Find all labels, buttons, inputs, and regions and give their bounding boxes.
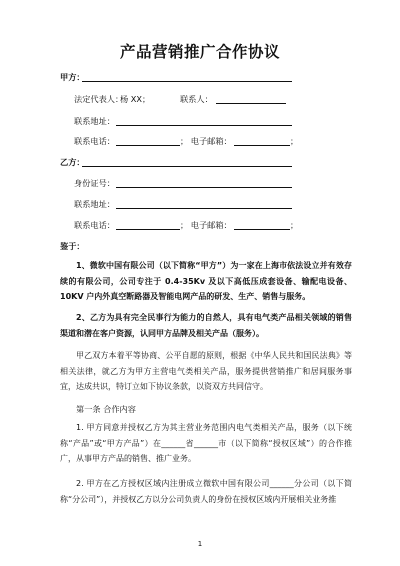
party-a-email-label: ； 电子邮箱： — [180, 136, 232, 146]
contact-label: 联系人： — [180, 94, 213, 104]
document-title: 产品营销推广合作协议 — [119, 43, 280, 61]
party-a-email-end: ； — [290, 136, 299, 146]
recital-1: 1、微软中国有限公司（以下简称“甲方”）为一家在上海市依法设立并有效存续的有限公司，公司专注于 0.4-35Kv 及以下高低压成套设备、输配电设备、10KV 户内外真空断路器及智能电网产品的研发、生产、销售与服务。 — [60, 261, 352, 301]
party-a-address-blank[interactable] — [116, 125, 292, 126]
party-a-phone-blank[interactable] — [116, 145, 180, 146]
legal-rep-value: 杨 XX； — [120, 94, 151, 104]
id-number-label: 身份证号： — [74, 178, 115, 188]
party-a-blank[interactable] — [82, 81, 292, 82]
party-b-label: 乙方： — [60, 157, 85, 167]
party-b-email-blank[interactable] — [234, 229, 290, 230]
id-number-blank[interactable] — [116, 187, 292, 188]
party-b-address-label: 联系地址： — [74, 199, 115, 209]
party-b-email-end: ； — [290, 220, 299, 230]
party-b-phone-label: 联系电话： — [74, 220, 115, 230]
party-b-email-label: ； 电子邮箱： — [180, 220, 232, 230]
party-a-email-blank[interactable] — [234, 145, 290, 146]
party-a-label: 甲方： — [60, 72, 85, 82]
party-b-phone-blank[interactable] — [116, 229, 180, 230]
recital-2: 2、乙方为具有完全民事行为能力的自然人，具有电气类产品相关领域的销售渠道和潜在客户资源，认同甲方品牌及相关产品（服务）。 — [60, 313, 352, 338]
clause-1: 1. 甲方同意并授权乙方为其主营业务范围内电气类相关产品，服务（以下统称“产品”或“甲方产品”）在______省______市（以下简称“授权区域”）的合作推广，从事甲方产品的销售、推广业务。 — [60, 423, 352, 463]
legal-rep-label: 法定代表人： — [74, 94, 124, 104]
clause-2: 2. 甲方在乙方授权区域内注册成立微软中国有限公司______分公司（以下简称“分公司”），并授权乙方以分公司负责人的身份在授权区域内开展相关业务推 — [60, 479, 352, 504]
party-b-address-blank[interactable] — [116, 208, 292, 209]
party-a-address-label: 联系地址： — [74, 116, 115, 126]
article-1-heading: 第一条 合作内容 — [76, 404, 136, 414]
party-a-phone-label: 联系电话： — [74, 136, 115, 146]
page-number: 1 — [197, 540, 203, 548]
recitals-heading: 鉴于： — [60, 241, 85, 251]
preamble: 甲乙双方本着平等协商、公平自愿的原则，根据《中华人民共和国民法典》等相关法律，就乙方为甲方主营电气类相关产品，服务提供营销推广和居间服务事宜，达成共识，特订立如下协议条款，以资双方共同信守。 — [60, 351, 352, 391]
party-b-blank[interactable] — [82, 166, 292, 167]
contact-blank[interactable] — [216, 103, 286, 104]
